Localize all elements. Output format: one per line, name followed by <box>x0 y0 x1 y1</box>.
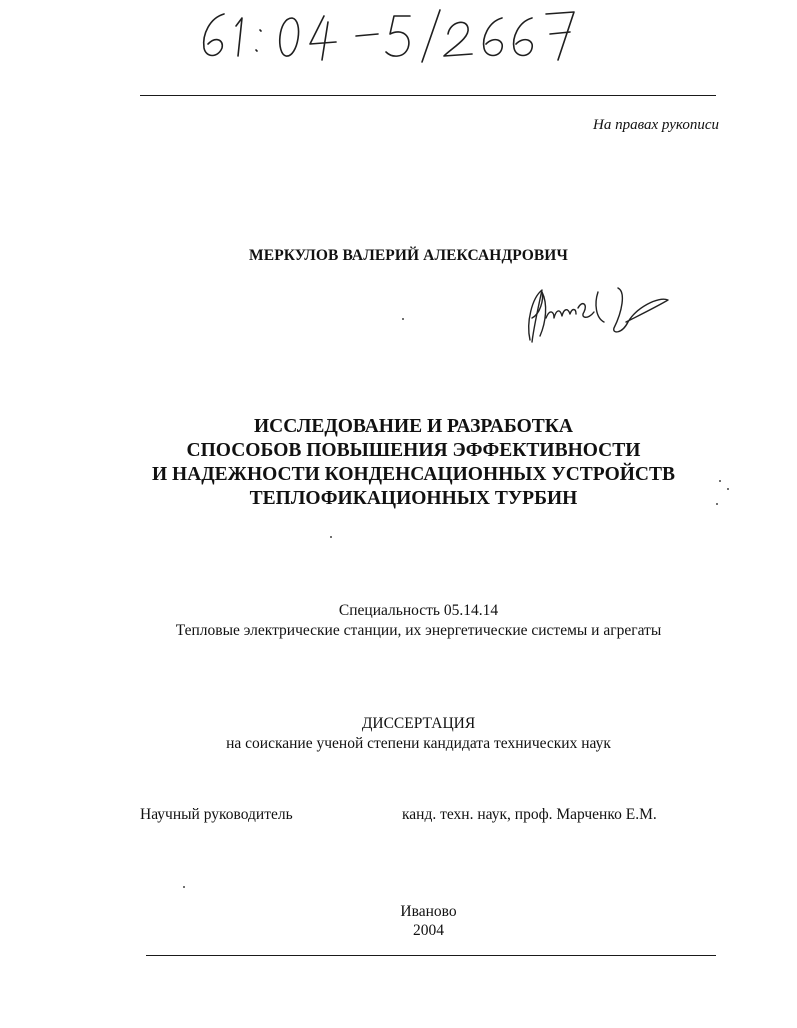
title-line-4: ТЕПЛОФИКАЦИОННЫХ ТУРБИН <box>249 488 578 509</box>
archive-code-handwriting-icon <box>196 4 596 66</box>
author-signature <box>518 278 678 348</box>
author-name: МЕРКУЛОВ ВАЛЕРИЙ АЛЕКСАНДРОВИЧ <box>249 247 568 264</box>
bottom-divider <box>146 955 716 956</box>
specialty-block <box>0 601 797 641</box>
year: 2004 <box>413 922 444 939</box>
manuscript-rights-note: На правах рукописи <box>593 117 719 133</box>
specialty-description: Тепловые электрические станции, их энергетические системы и агрегаты <box>175 622 662 639</box>
specialty-code: Специальность 05.14.14 <box>338 602 499 619</box>
scan-speck <box>330 536 332 538</box>
top-divider <box>140 95 716 96</box>
dissertation-degree: на соискание ученой степени кандидата технических наук <box>226 735 611 752</box>
scan-speck <box>183 886 185 888</box>
title-line-3: И НАДЕЖНОСТИ КОНДЕНСАЦИОННЫХ УСТРОЙСТВ <box>151 464 676 485</box>
supervisor-name: канд. техн. наук, проф. Марченко Е.М. <box>402 806 657 823</box>
city: Иваново <box>400 903 457 920</box>
title-line-2: СПОСОБОВ ПОВЫШЕНИЯ ЭФФЕКТИВНОСТИ <box>186 440 641 461</box>
signature-icon <box>518 278 678 348</box>
scan-speck <box>727 488 729 490</box>
scan-speck <box>716 503 718 505</box>
dissertation-heading: ДИССЕРТАЦИЯ <box>361 715 476 732</box>
scan-speck <box>402 318 404 320</box>
scan-speck <box>719 480 721 482</box>
title-line-1: ИССЛЕДОВАНИЕ И РАЗРАБОТКА <box>253 416 574 437</box>
supervisor-label: Научный руководитель <box>140 806 293 823</box>
dissertation-block <box>0 714 797 754</box>
archive-code-handwritten <box>196 4 596 66</box>
place-year-block <box>0 902 797 940</box>
dissertation-title <box>0 415 797 511</box>
